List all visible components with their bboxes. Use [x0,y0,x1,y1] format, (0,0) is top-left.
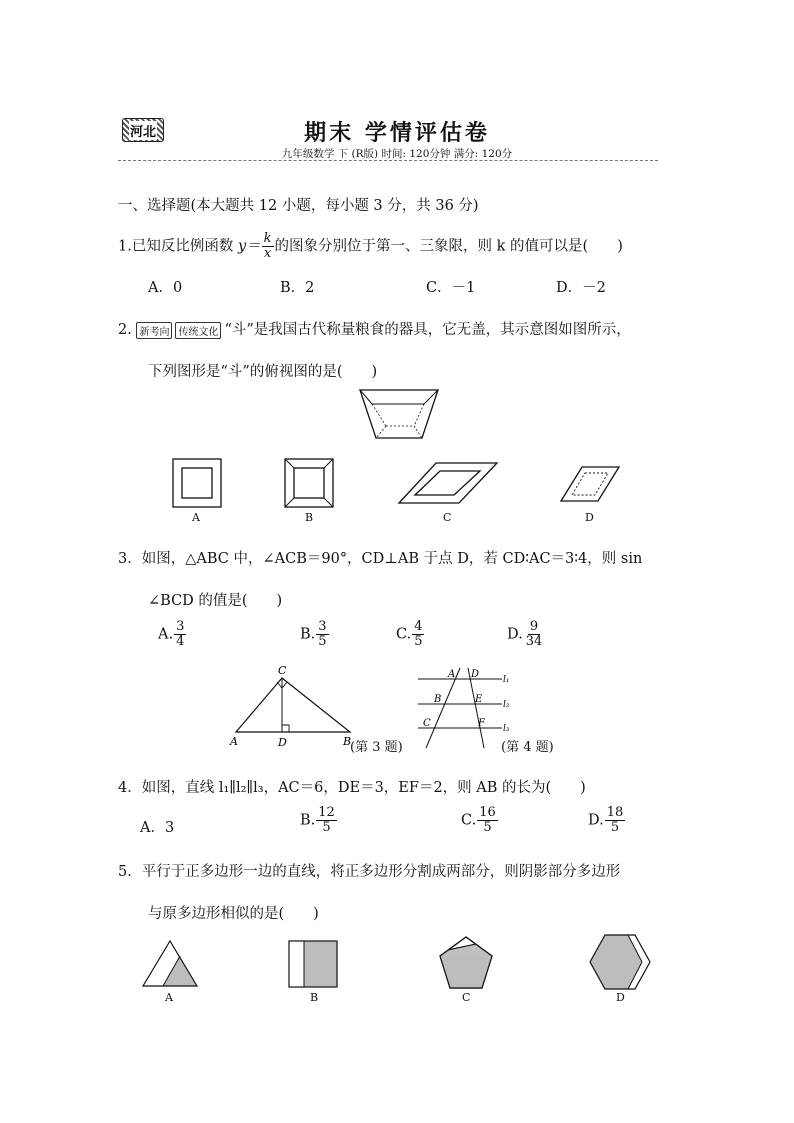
q2-option-c-figure [398,462,498,504]
header-divider [118,160,658,161]
q4-label-d: D [471,669,480,680]
q4-label-f: F [478,718,485,729]
q5-stem-line1: 5．平行于正多边形一边的直线，将正多边形分割成两部分，则阴影部分多边形 [118,864,621,880]
q4-option-d: D. $\frac{18}{5}$ [588,805,624,835]
q5-option-b-figure [288,940,338,988]
q4-label-c: C [423,718,431,729]
q3-label-c: C [278,664,287,677]
q4-option-a: A．3 [140,820,175,836]
q3-option-a: A. $\frac{3}{4}$ [158,619,185,649]
page-subtitle: 九年级数学 下 (R版) 时间: 120分钟 满分: 120分 [281,148,513,160]
dou-figure [358,388,440,442]
q5-option-a-label: A [165,991,173,1004]
q1-option-d: D．－2 [556,280,606,296]
q1-option-c: C．－1 [426,280,476,296]
q4-option-c: C. $\frac{16}{5}$ [461,805,496,835]
q4-label-b: B [434,694,442,705]
q3-option-d: D. $\frac{9}{34}$ [507,619,543,649]
q2-option-d-label: D [585,511,594,524]
q3-figure [228,662,358,752]
q2-option-d-figure [560,466,620,502]
q5-option-c-label: C [462,991,471,1004]
q4-label-l1: l₁ [503,675,510,685]
q4-option-b: B. $\frac{12}{5}$ [300,805,335,835]
q5-option-d-label: D [616,991,625,1004]
q5-option-c-figure [438,936,494,990]
page-title: 期末 学情评估卷 [304,120,490,146]
q3-figure-caption: (第 3 题) [350,740,403,755]
tag-new-direction: 新考向 [136,322,172,339]
q4-stem: 4．如图，直线 l₁∥l₂∥l₃，AC＝6，DE＝3，EF＝2，则 AB 的长为( ) [118,780,586,796]
q1-stem: 1.已知反比例函数 y＝ $\frac{k}{x}$ 的图象分别位于第一、三象限，则 k 的值可以是( ) [118,231,623,261]
q1-option-b: B．2 [280,280,315,296]
hebei-logo: 河北 [122,118,164,142]
q2-option-b-figure [284,458,334,508]
q2-option-b-label: B [305,511,314,524]
q1-option-a: A．0 [148,280,183,296]
q2-option-a-label: A [192,511,200,524]
q3-option-b: B. $\frac{3}{5}$ [300,619,327,649]
q5-option-b-label: B [310,991,319,1004]
section-heading: 一、选择题(本大题共 12 小题，每小题 3 分，共 36 分) [118,198,479,214]
q2-stem-line2: 下列图形是“斗”的俯视图的是( ) [148,364,378,380]
q3-label-b: B [343,735,352,748]
q2-option-a-figure [172,458,222,508]
q3-stem-line1: 3．如图，△ABC 中，∠ACB＝90°，CD⊥AB 于点 D，若 CD∶AC＝3∶4，则 sin [118,551,643,567]
q5-stem-line2: 与原多边形相似的是( ) [148,906,319,922]
q3-label-a: A [230,735,238,748]
q3-label-d: D [278,736,287,749]
q5-option-d-figure [588,934,652,990]
q4-label-a: A [448,669,456,680]
q3-option-c: C. $\frac{4}{5}$ [396,619,423,649]
q4-label-l3: l₃ [503,724,510,734]
tag-traditional-culture: 传统文化 [175,322,221,339]
q4-label-l2: l₂ [503,700,510,710]
q2-stem-line1: 2. 新考向 传统文化 “斗”是我国古代称量粮食的器具，它无盖，其示意图如图所示， [118,322,631,338]
q1-fraction: $\frac{k}{x}$ [263,231,272,261]
q2-option-c-label: C [443,511,452,524]
q3-stem-line2: ∠BCD 的值是( ) [148,593,283,609]
q4-figure-caption: (第 4 题) [501,740,554,755]
q4-label-e: E [475,694,483,705]
q4-figure [414,664,514,750]
q5-option-a-figure [142,940,198,988]
